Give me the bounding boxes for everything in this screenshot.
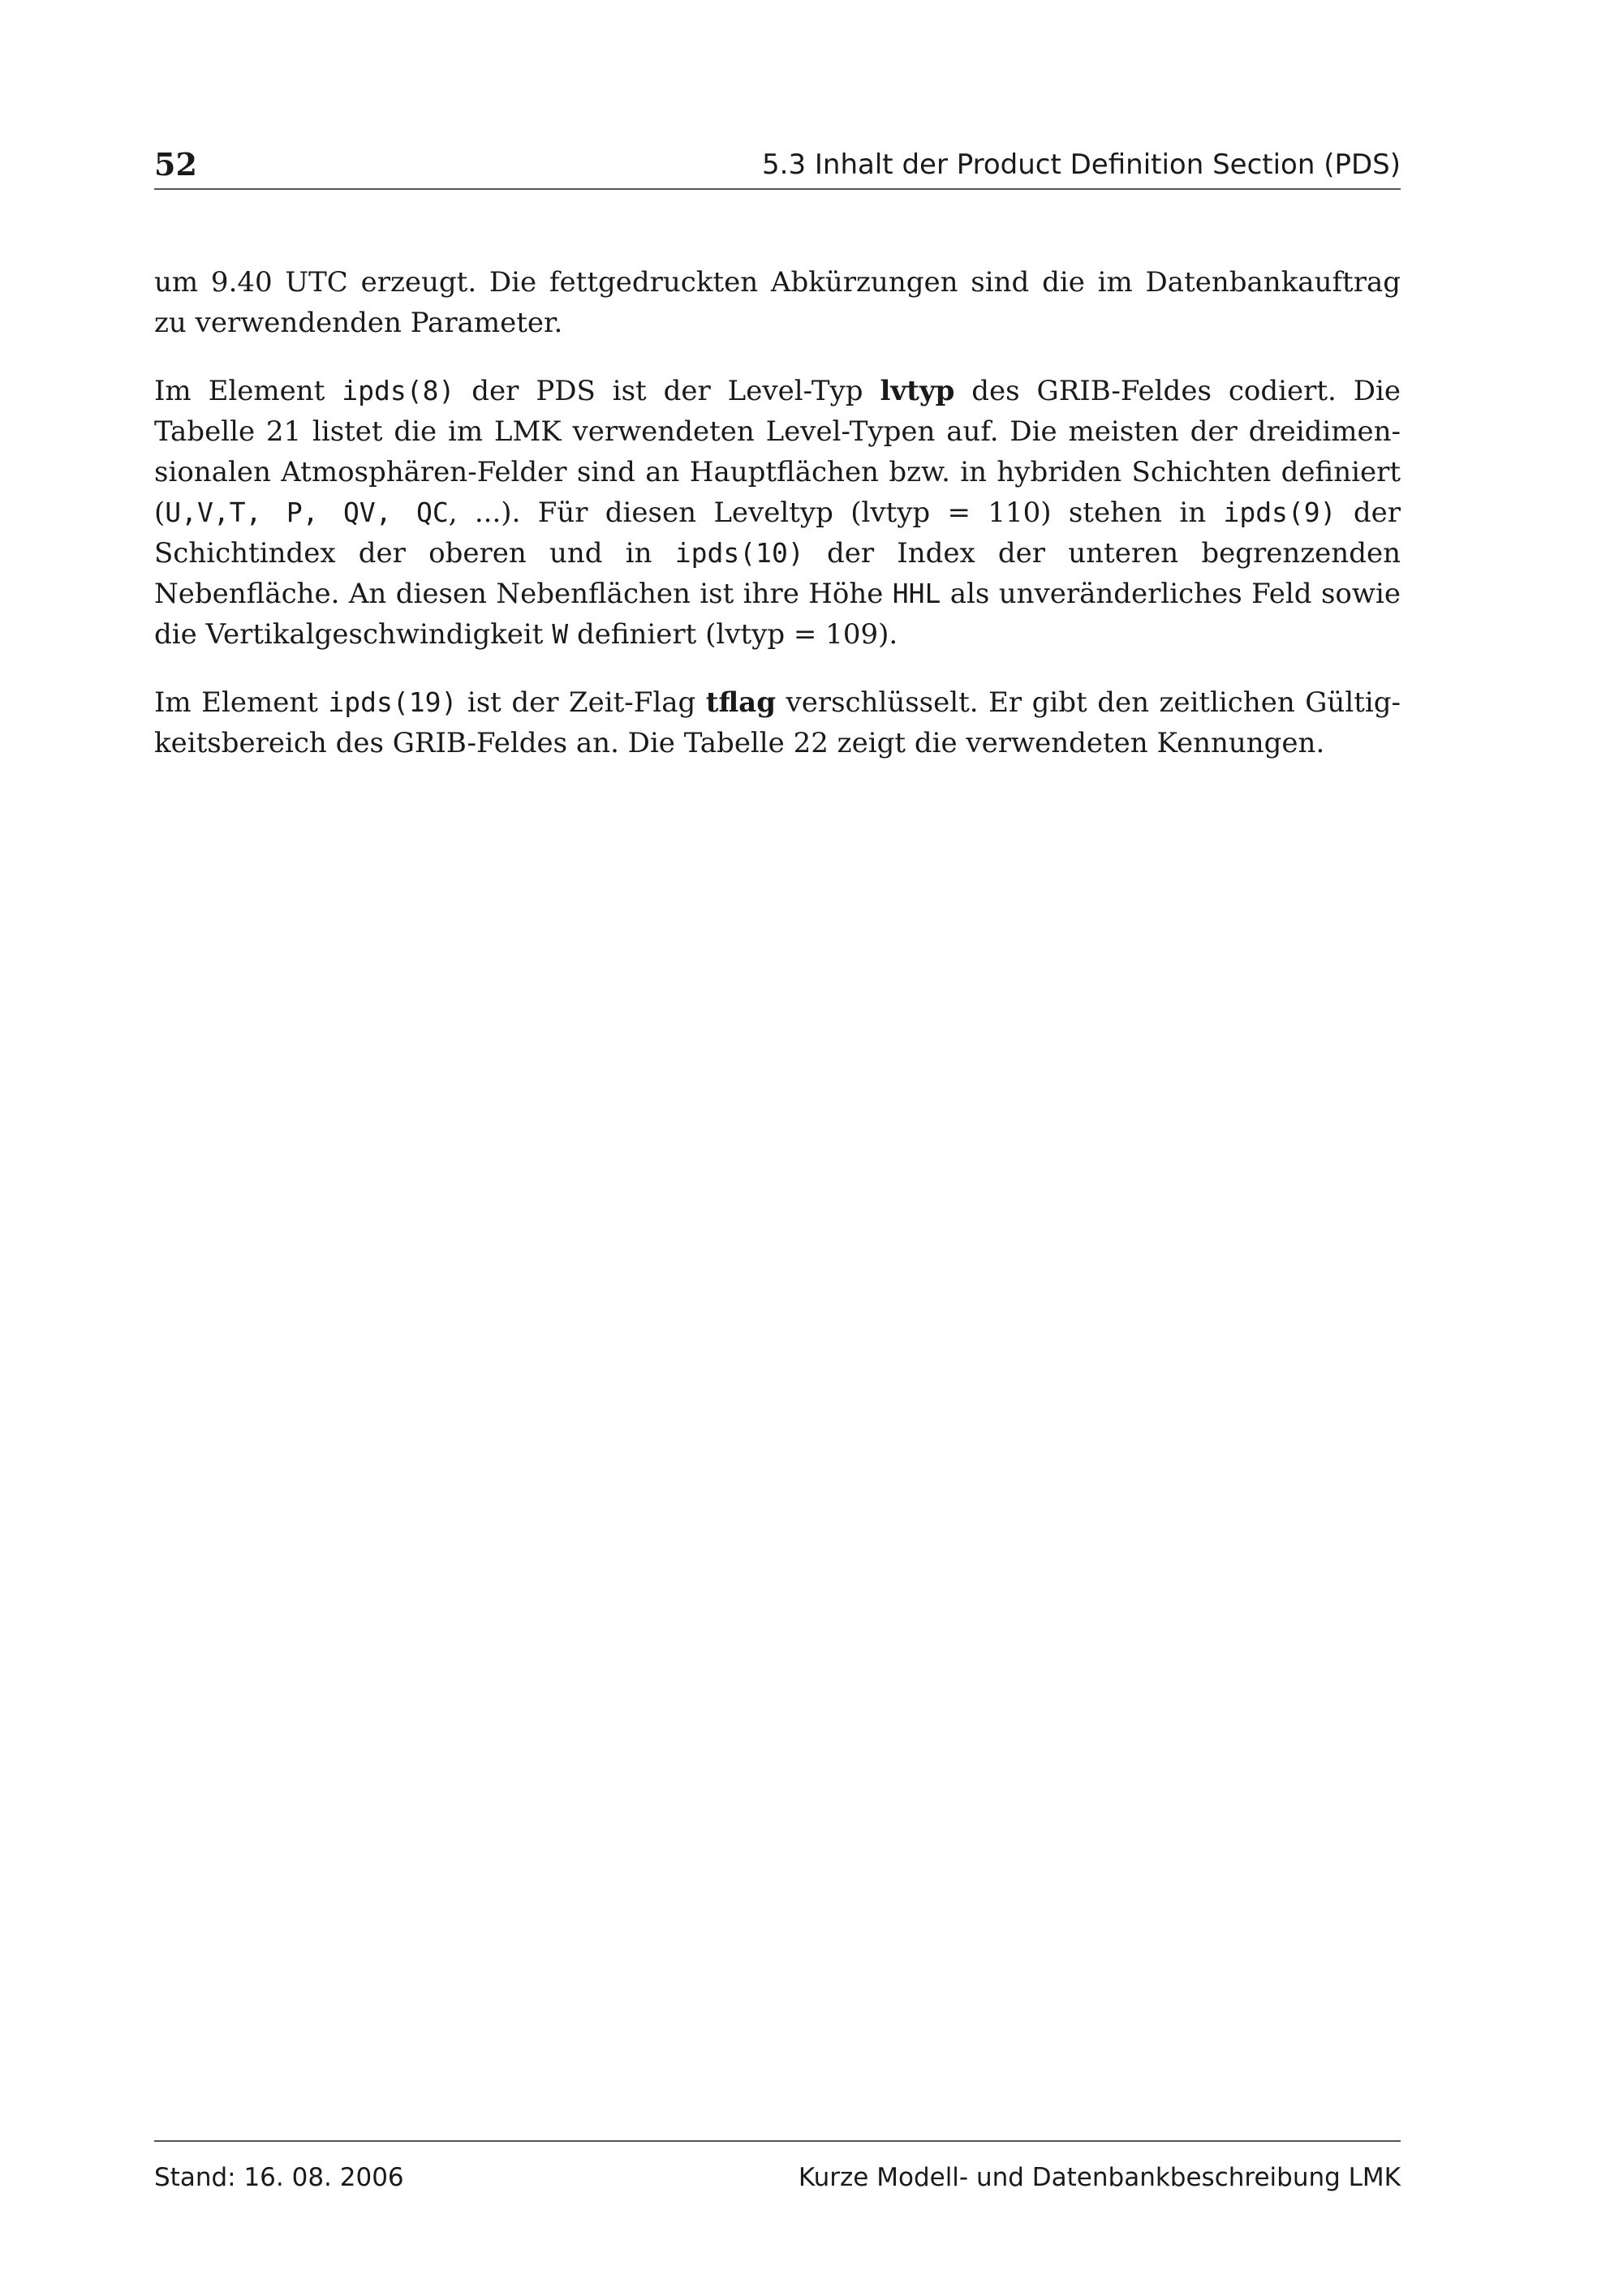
paragraph-2 (154, 371, 1401, 655)
text-span: als unveränderliches Feld sowie die Vertikalgeschwindigkeit (154, 578, 1401, 651)
text-span: der Index der unteren begrenzenden Nebenfläche. An diesen Nebenflächen ist ihre Höhe (154, 537, 1401, 610)
text-span: der Schichtindex der oberen und in (154, 497, 1401, 570)
paragraph-1: um 9.40 UTC erzeugt. Die fettgedruckten Abkürzungen sind die im Datenbankauftrag zu verwendenden Parameter. (154, 266, 1401, 339)
page-number: 52 (154, 146, 197, 183)
code-ipds-9: ipds(9) (1223, 497, 1337, 528)
bold-lvtyp: lvtyp (880, 375, 955, 407)
text-span: verschlüsselt. Er gibt den zeitlichen Gültigkeitsbereich des GRIB-Feldes an. Die Tabelle 22 zeigt die verwendeten Kennungen. (154, 686, 1401, 759)
running-head: 5.3 Inhalt der Product Definition Section (PDS) (762, 148, 1401, 181)
text-span: definiert (lvtyp = 109). (568, 618, 898, 651)
code-w: W (552, 618, 569, 650)
code-hhl: HHL (892, 578, 941, 609)
footer-date: Stand: 16. 08. 2006 (154, 2163, 404, 2192)
text-span: des GRIB-Feldes codiert. Die Tabelle 21 listet die im LMK verwendeten Level-Typen auf. Die meisten der dreidimensionalen Atmosphären-Felder sind an Hauptflächen bzw. in hybriden Schichten definiert ( (154, 375, 1401, 529)
text-span: , ...). Für diesen Leveltyp (lvtyp = 110) stehen in (448, 497, 1224, 529)
body-text (154, 262, 1401, 791)
code-ipds-10: ipds(10) (674, 537, 804, 569)
page-header (154, 144, 1401, 190)
text-span: Im Element (154, 375, 342, 407)
text-span: ist der Zeit-Flag (457, 686, 706, 719)
text-span: der PDS ist der Level-Typ (454, 375, 880, 407)
page-footer (154, 2140, 1401, 2191)
code-variables: U,V,T, P, QV, QC (165, 497, 449, 528)
text-span: Im Element (154, 686, 329, 719)
bold-tflag: tflag (705, 686, 776, 719)
paragraph-3 (154, 682, 1401, 763)
code-ipds-19: ipds(19) (328, 686, 458, 718)
code-ipds-8: ipds(8) (342, 375, 455, 406)
footer-document-title: Kurze Modell- und Datenbankbeschreibung LMK (798, 2163, 1401, 2192)
